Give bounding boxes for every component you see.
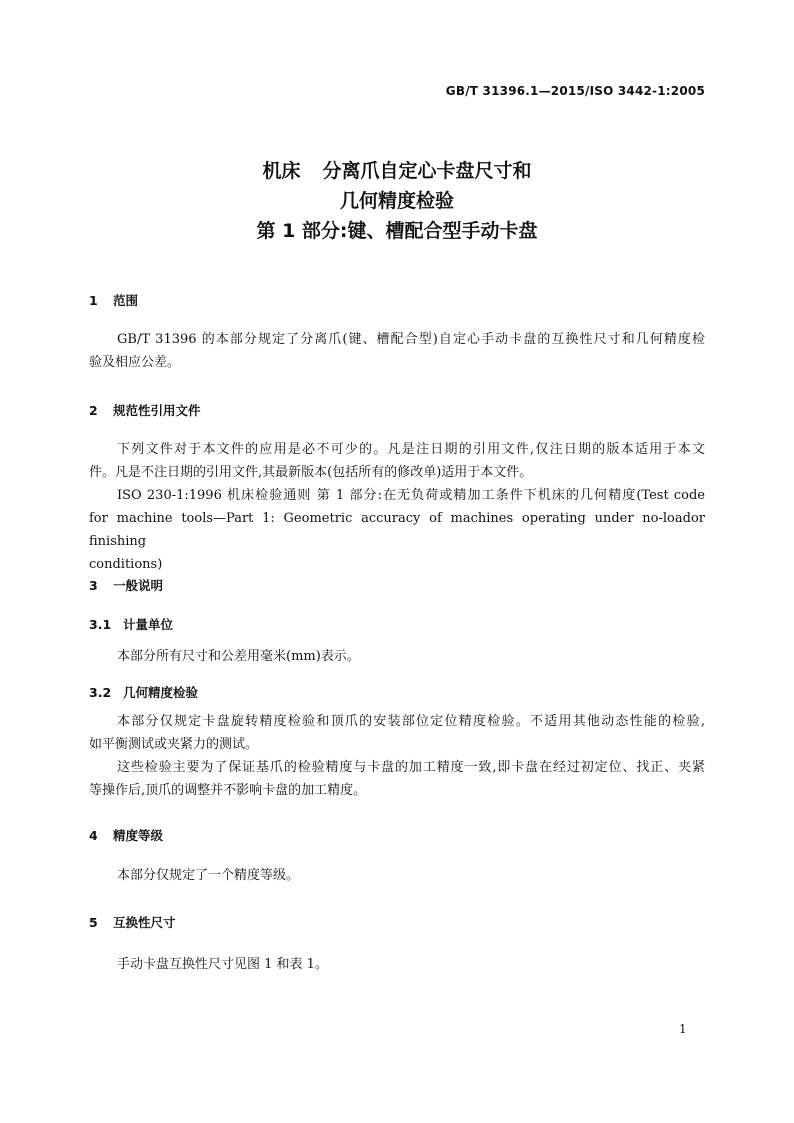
section-4-heading — [89, 826, 163, 844]
section-title: 范围 — [113, 293, 139, 308]
section-3-1-paragraph — [89, 645, 705, 668]
paragraph-line: conditions) — [89, 557, 163, 572]
section-3-2-heading — [89, 683, 198, 701]
section-5-heading — [89, 913, 176, 931]
section-2-paragraph-2 — [89, 484, 705, 576]
section-number: 2 — [89, 403, 98, 418]
section-number: 3 — [89, 578, 98, 593]
document-title-line-2: 几何精度检验 — [339, 190, 454, 212]
title-part-2: 分离爪自定心卡盘尺寸和 — [322, 160, 532, 182]
paragraph-line: 下列文件对于本文件的应用是必不可少的。凡是注日期的引用文件,仅注日期的版本适用于本文 — [117, 442, 705, 457]
section-3-heading — [89, 576, 163, 594]
page-number: 1 — [679, 1022, 687, 1036]
paragraph-line: 如平衡测试或夹紧力的测试。 — [89, 737, 259, 752]
title-part-1: 机床 — [262, 160, 301, 182]
section-title: 计量单位 — [123, 617, 174, 632]
section-title: 规范性引用文件 — [113, 403, 201, 418]
paragraph-line: ISO 230-1:1996 机床检验通则 第 1 部分:在无负荷或精加工条件下机床的几何精度(Test code — [117, 488, 705, 503]
section-1-heading — [89, 291, 138, 309]
section-number: 4 — [89, 828, 98, 843]
paragraph-line: 本部分仅规定了一个精度等级。 — [117, 868, 300, 883]
section-number: 1 — [89, 293, 98, 308]
section-2-paragraph-1 — [89, 438, 705, 484]
section-2-heading — [89, 401, 201, 419]
section-3-1-heading — [89, 615, 173, 633]
section-number: 3.1 — [89, 617, 112, 632]
paragraph-line: 这些检验主要为了保证基爪的检验精度与卡盘的加工精度一致,即卡盘在经过初定位、找正、夹紧 — [117, 760, 705, 775]
section-3-2-paragraph-2 — [89, 756, 705, 802]
section-number: 3.2 — [89, 685, 112, 700]
paragraph-line: 本部分所有尺寸和公差用毫米(mm)表示。 — [117, 649, 360, 664]
section-title: 几何精度检验 — [123, 685, 199, 700]
section-3-2-paragraph-1 — [89, 710, 705, 756]
paragraph-line: for machine tools—Part 1: Geometric accuracy of machines operating under no-loador finishing — [89, 511, 705, 549]
section-4-paragraph — [89, 864, 705, 887]
paragraph-line: 本部分仅规定卡盘旋转精度检验和顶爪的安装部位定位精度检验。不适用其他动态性能的检验, — [117, 714, 705, 729]
section-title: 一般说明 — [113, 578, 164, 593]
document-title-line-1 — [0, 156, 794, 183]
paragraph-line: 手动卡盘互换性尺寸见图 1 和表 1。 — [117, 957, 328, 972]
paragraph-line: 等操作后,顶爪的调整并不影响卡盘的加工精度。 — [89, 783, 367, 798]
section-title: 互换性尺寸 — [113, 915, 176, 930]
standard-code: GB/T 31396.1—2015/ISO 3442-1:2005 — [445, 84, 705, 98]
section-1-paragraph — [89, 328, 705, 374]
section-5-paragraph — [89, 953, 705, 976]
document-title-line-3: 第 1 部分:键、槽配合型手动卡盘 — [256, 220, 538, 242]
paragraph-line: 件。凡是不注日期的引用文件,其最新版本(包括所有的修改单)适用于本文件。 — [89, 465, 533, 480]
section-number: 5 — [89, 915, 98, 930]
paragraph-line: GB/T 31396 的本部分规定了分离爪(键、槽配合型)自定心手动卡盘的互换性尺寸和几何精度检 — [117, 332, 705, 347]
section-title: 精度等级 — [113, 828, 164, 843]
paragraph-line: 验及相应公差。 — [89, 355, 181, 370]
